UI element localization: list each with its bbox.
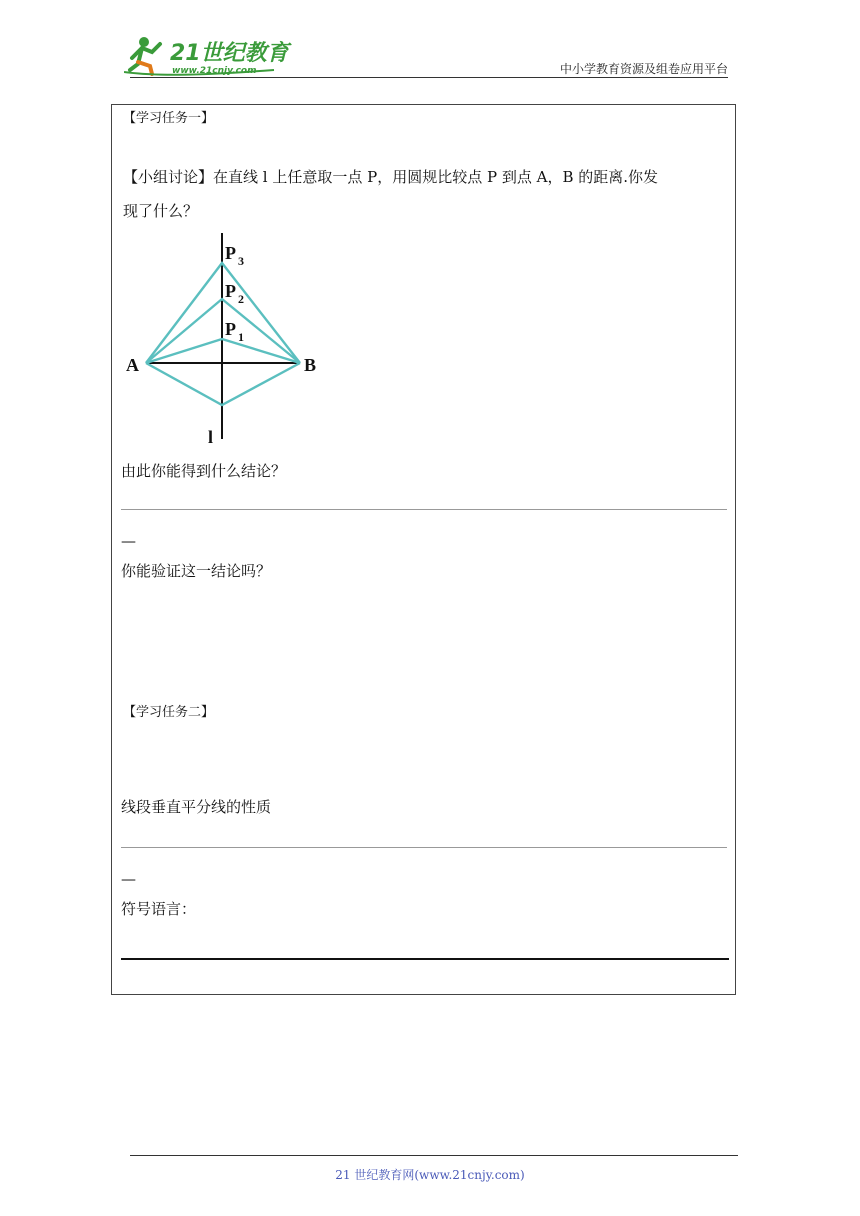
header-platform-text: 中小学教育资源及组卷应用平台 bbox=[559, 62, 728, 76]
label-p3: P bbox=[225, 243, 236, 263]
task1-title: 【学习任务一】 bbox=[123, 111, 215, 126]
logo-21cnjy bbox=[124, 30, 294, 78]
header-divider bbox=[130, 77, 728, 78]
worksheet-frame bbox=[111, 104, 736, 995]
discussion-label: 【小组讨论】 bbox=[123, 168, 214, 186]
symbol-language-label: 符号语言： bbox=[121, 900, 197, 918]
label-b: B bbox=[304, 355, 317, 375]
label-p3-sub: 3 bbox=[238, 254, 244, 268]
footer-divider bbox=[130, 1155, 738, 1156]
discussion-line2: 现了什么？ bbox=[123, 202, 199, 220]
discussion-line1 bbox=[123, 167, 658, 187]
label-a: A bbox=[126, 355, 139, 375]
label-p1-sub: 1 bbox=[238, 330, 244, 344]
question-verify: 你能验证这一结论吗？ bbox=[121, 562, 272, 580]
answer-blank-2[interactable] bbox=[121, 847, 727, 848]
footer-text: 21 世纪教育网(www.21cnjy.com) bbox=[335, 1168, 525, 1182]
task2-title: 【学习任务二】 bbox=[123, 705, 215, 720]
perpendicular-bisector-figure bbox=[118, 229, 338, 445]
question-conclusion: 由此你能得到什么结论？ bbox=[121, 462, 287, 480]
symbol-answer-line[interactable] bbox=[121, 958, 729, 960]
page-header bbox=[124, 30, 728, 78]
answer-blank-2-tail: — bbox=[121, 870, 136, 888]
property-label: 线段垂直平分线的性质 bbox=[121, 798, 272, 816]
label-p1: P bbox=[225, 319, 236, 339]
logo-text: 21世纪教育 bbox=[170, 41, 289, 66]
label-p2: P bbox=[225, 281, 236, 301]
label-line-l: l bbox=[208, 427, 214, 445]
discussion-text: 在直线 l 上任意取一点 P，用圆规比较点 P 到点 A，B 的距离.你发 bbox=[213, 168, 659, 186]
logo-url-text: www.21cnjy.com bbox=[172, 66, 257, 76]
answer-blank-1-tail: — bbox=[121, 532, 136, 550]
answer-blank-1[interactable] bbox=[121, 509, 727, 510]
label-p2-sub: 2 bbox=[238, 292, 244, 306]
